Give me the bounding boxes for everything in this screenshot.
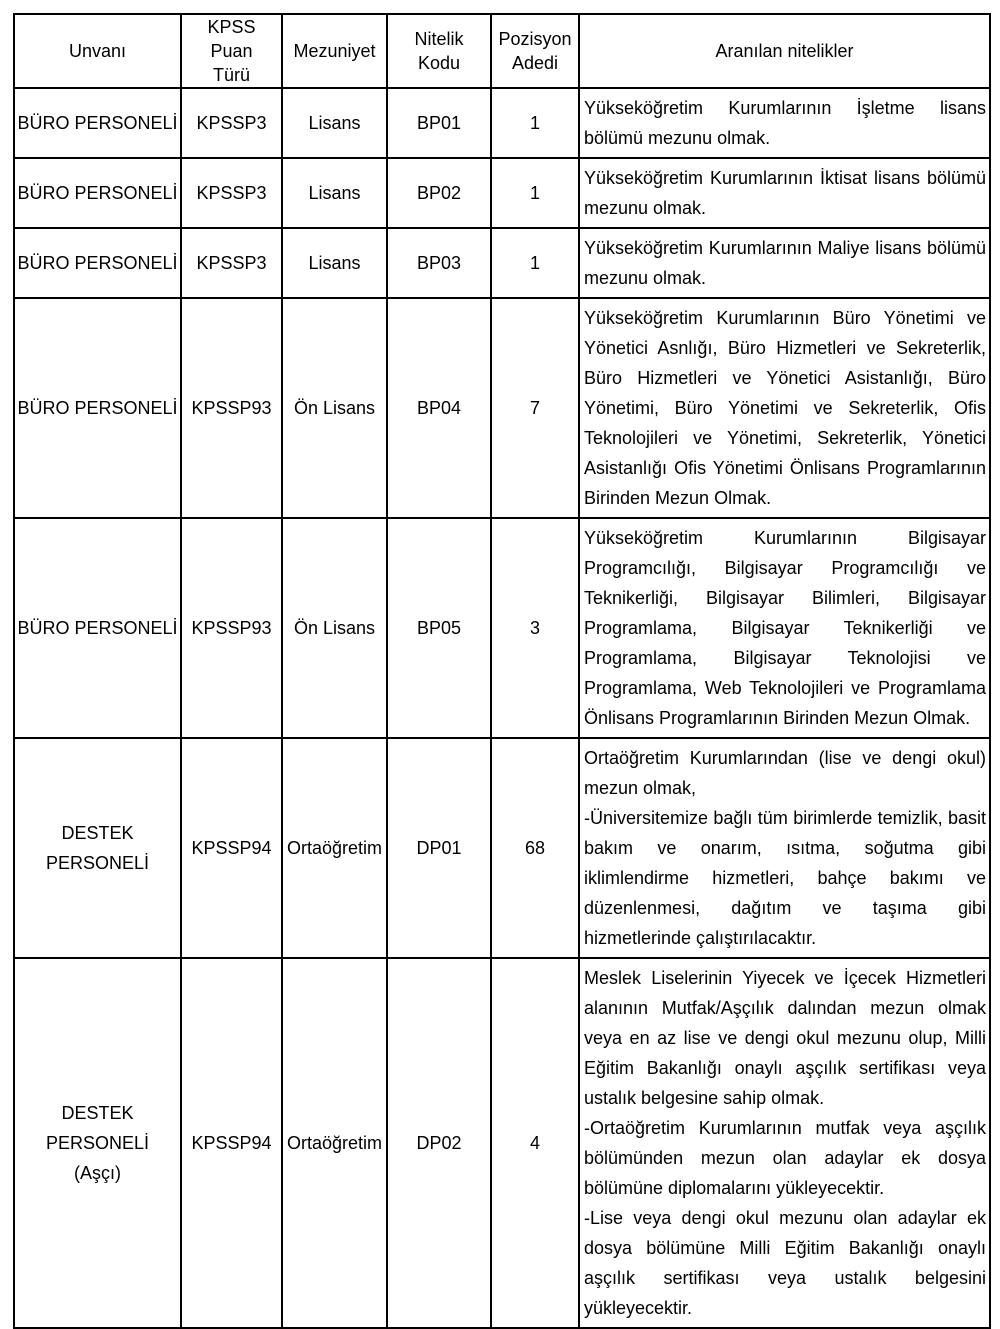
nitelik-paragraph: Yükseköğretim Kurumlarının Büro Yönetimi ve Yönetici Asnlığı, Büro Hizmetleri ve Sekreterlik, Büro Hizmetleri ve Yönetici Asistanlığı, Büro Yönetimi, Büro Yönetimi ve Sekreterlik, Ofis Teknolojileri ve Yönetimi, Sekreterlik, Yönetici Asistanlığı Ofis Yönetimi Önlisans Programlarının Birinden Mezun Olmak.	[584, 308, 986, 508]
puan-turu-cell: KPSSP94	[181, 958, 282, 1328]
puan-turu-cell: KPSSP94	[181, 738, 282, 958]
header-mezuniyet: Mezuniyet	[282, 14, 387, 88]
pozisyon-adedi-cell: 3	[491, 518, 579, 738]
unvan-cell	[14, 518, 181, 738]
unvan-line: BÜRO PERSONELİ	[17, 398, 178, 418]
puan-turu-cell: KPSSP93	[181, 518, 282, 738]
header-pozisyon-adedi: Pozisyon Adedi	[491, 14, 579, 88]
nitelik-paragraph: Yükseköğretim Kurumlarının İktisat lisans bölümü mezunu olmak.	[584, 168, 986, 218]
table-row	[14, 738, 990, 958]
table-row	[14, 88, 990, 158]
unvan-line: BÜRO PERSONELİ	[17, 253, 178, 273]
header-kpss-puan-turu: KPSS Puan Türü	[181, 14, 282, 88]
table-row	[14, 518, 990, 738]
nitelik-kodu-cell: DP01	[387, 738, 491, 958]
header-unvan: Unvanı	[14, 14, 181, 88]
puan-turu-cell: KPSSP93	[181, 298, 282, 518]
aranilan-nitelikler-cell	[579, 958, 990, 1328]
nitelik-paragraph: -Üniversitemize bağlı tüm birimlerde temizlik, basit bakım ve onarım, ısıtma, soğutma gibi iklimlendirme hizmetleri, bahçe bakımı ve düzenlenmesi, dağıtım ve taşıma gibi hizmetlerinde çalıştırılacaktır.	[584, 808, 986, 948]
pozisyon-adedi-cell: 1	[491, 158, 579, 228]
pozisyon-adedi-cell: 7	[491, 298, 579, 518]
aranilan-nitelikler-cell	[579, 518, 990, 738]
unvan-line: PERSONELİ	[45, 1133, 150, 1153]
nitelik-paragraph: Meslek Liselerinin Yiyecek ve İçecek Hizmetleri alanının Mutfak/Aşçılık dalından mezun olmak veya en az lise ve dengi okul mezunu olup, Milli Eğitim Bakanlığı onaylı aşçılık sertifikası veya ustalık belgesine sahip olmak.	[584, 968, 986, 1108]
header-aranilan-nitelikler: Aranılan nitelikler	[579, 14, 990, 88]
unvan-line: PERSONELİ	[45, 853, 150, 873]
table-row	[14, 298, 990, 518]
aranilan-nitelikler-cell	[579, 158, 990, 228]
mezuniyet-cell: Lisans	[282, 158, 387, 228]
unvan-cell	[14, 158, 181, 228]
header-row	[14, 14, 990, 88]
nitelik-kodu-cell: BP05	[387, 518, 491, 738]
table-body	[14, 88, 990, 1328]
nitelik-paragraph: Yükseköğretim Kurumlarının Maliye lisans bölümü mezunu olmak.	[584, 238, 986, 288]
pozisyon-adedi-cell: 4	[491, 958, 579, 1328]
header-nitelik-kodu: Nitelik Kodu	[387, 14, 491, 88]
unvan-line: DESTEK	[61, 823, 134, 843]
nitelik-kodu-cell: DP02	[387, 958, 491, 1328]
unvan-cell	[14, 88, 181, 158]
unvan-line: BÜRO PERSONELİ	[17, 183, 178, 203]
unvan-line: (Aşçı)	[74, 1163, 121, 1183]
aranilan-nitelikler-cell	[579, 738, 990, 958]
nitelik-paragraph: Ortaöğretim Kurumlarından (lise ve dengi okul) mezun olmak,	[584, 748, 986, 798]
aranilan-nitelikler-cell	[579, 298, 990, 518]
puan-turu-cell: KPSSP3	[181, 88, 282, 158]
mezuniyet-cell: Ortaöğretim	[282, 738, 387, 958]
aranilan-nitelikler-cell	[579, 88, 990, 158]
unvan-cell	[14, 738, 181, 958]
unvan-line: BÜRO PERSONELİ	[17, 113, 178, 133]
unvan-line: DESTEK	[61, 1103, 134, 1123]
table-row	[14, 158, 990, 228]
unvan-line: BÜRO PERSONELİ	[17, 618, 178, 638]
pozisyon-adedi-cell: 1	[491, 228, 579, 298]
table-header	[14, 14, 990, 88]
mezuniyet-cell: Ortaöğretim	[282, 958, 387, 1328]
pozisyon-adedi-cell: 68	[491, 738, 579, 958]
nitelik-kodu-cell: BP01	[387, 88, 491, 158]
nitelik-kodu-cell: BP04	[387, 298, 491, 518]
unvan-cell	[14, 228, 181, 298]
table-row	[14, 958, 990, 1328]
nitelik-paragraph: -Ortaöğretim Kurumlarının mutfak veya aşçılık bölümünden mezun olan adaylar ek dosya bölümüne diplomalarını yükleyecektir.	[584, 1118, 986, 1198]
mezuniyet-cell: Ön Lisans	[282, 518, 387, 738]
mezuniyet-cell: Lisans	[282, 88, 387, 158]
mezuniyet-cell: Lisans	[282, 228, 387, 298]
puan-turu-cell: KPSSP3	[181, 228, 282, 298]
puan-turu-cell: KPSSP3	[181, 158, 282, 228]
nitelik-kodu-cell: BP02	[387, 158, 491, 228]
job-positions-table	[13, 13, 991, 1329]
pozisyon-adedi-cell: 1	[491, 88, 579, 158]
nitelik-paragraph: Yükseköğretim Kurumlarının Bilgisayar Programcılığı, Bilgisayar Programcılığı ve Teknikerliği, Bilgisayar Bilimleri, Bilgisayar Programlama, Bilgisayar Teknikerliği ve Programlama, Bilgisayar Teknolojisi ve Programlama, Web Teknolojileri ve Programlama Önlisans Programlarının Birinden Mezun Olmak.	[584, 528, 986, 728]
aranilan-nitelikler-cell	[579, 228, 990, 298]
nitelik-paragraph: -Lise veya dengi okul mezunu olan adaylar ek dosya bölümüne Milli Eğitim Bakanlığı onaylı aşçılık sertifikası veya ustalık belgesini yükleyecektir.	[584, 1208, 986, 1318]
table-row	[14, 228, 990, 298]
nitelik-paragraph: Yükseköğretim Kurumlarının İşletme lisans bölümü mezunu olmak.	[584, 98, 986, 148]
nitelik-kodu-cell: BP03	[387, 228, 491, 298]
unvan-cell	[14, 298, 181, 518]
unvan-cell	[14, 958, 181, 1328]
mezuniyet-cell: Ön Lisans	[282, 298, 387, 518]
